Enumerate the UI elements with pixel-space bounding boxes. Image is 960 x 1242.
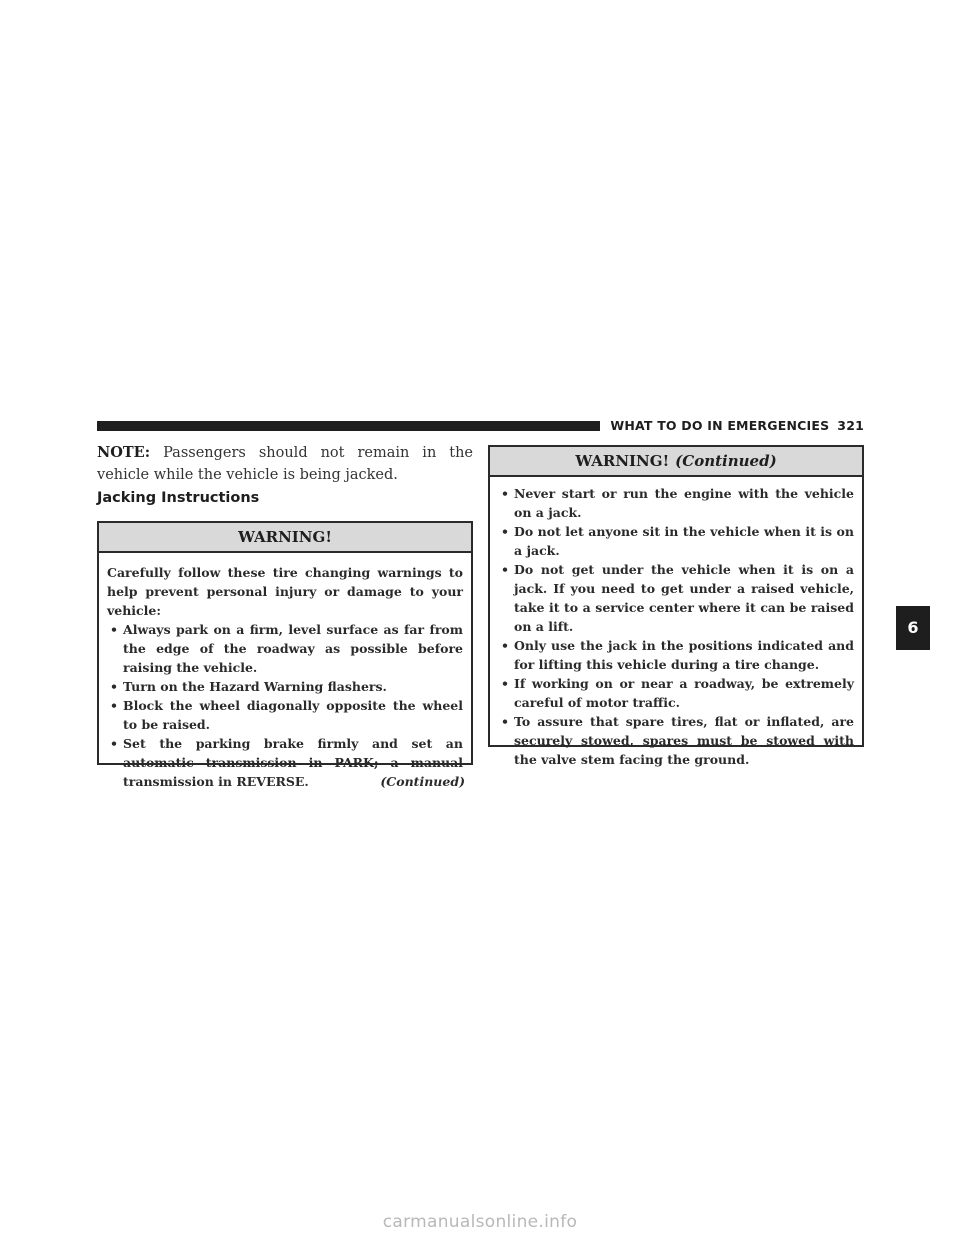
continued-label: (Continued) xyxy=(380,774,465,789)
warning-title xyxy=(490,447,862,477)
warning-item: • If working on or near a roadway, be extremely careful of motor traffic. xyxy=(498,674,854,712)
header-rule xyxy=(97,421,600,431)
warning-title-text: WARNING! xyxy=(575,452,670,470)
section-heading: Jacking Instructions xyxy=(97,490,260,506)
warning-item: • Block the wheel diagonally opposite the wheel to be raised. xyxy=(107,696,463,734)
page-number: 321 xyxy=(837,418,864,433)
running-header xyxy=(606,418,864,433)
section-title: WHAT TO DO IN EMERGENCIES xyxy=(610,418,830,433)
warning-item: • Set the parking brake firmly and set an automatic transmission in PARK; a manual transmission in REVERSE. xyxy=(107,734,463,791)
warning-item: • Turn on the Hazard Warning flashers. xyxy=(107,677,463,696)
chapter-tab: 6 xyxy=(896,606,930,650)
note-paragraph xyxy=(97,442,473,486)
footer-watermark: carmanualsonline.info xyxy=(382,1212,578,1232)
warning-item: • Do not get under the vehicle when it is on a jack. If you need to get under a raised vehicle, take it to a service center where it can be raised on a lift. xyxy=(498,560,854,636)
warning-title-suffix: (Continued) xyxy=(675,452,777,470)
warning-item: • Do not let anyone sit in the vehicle when it is on a jack. xyxy=(498,522,854,560)
warning-title xyxy=(99,523,471,553)
warning-box-right xyxy=(488,445,864,767)
warning-body xyxy=(99,553,471,799)
warning-item: • Only use the jack in the positions indicated and for lifting this vehicle during a tire change. xyxy=(498,636,854,674)
warning-title-text: WARNING! xyxy=(238,528,332,546)
warning-body xyxy=(490,477,862,777)
warning-list xyxy=(107,620,463,791)
note-text: Passengers should not remain in the vehicle while the vehicle is being jacked. xyxy=(97,445,474,483)
warning-list xyxy=(498,484,854,769)
warning-intro: Carefully follow these tire changing warnings to help prevent personal injury or damage to your vehicle: xyxy=(107,565,463,618)
warning-item: • To assure that spare tires, flat or inflated, are securely stowed, spares must be stowed with the valve stem facing the ground. xyxy=(498,712,854,769)
note-label: NOTE: xyxy=(97,444,151,461)
warning-item: • Never start or run the engine with the vehicle on a jack. xyxy=(498,484,854,522)
warning-item: • Always park on a firm, level surface as far from the edge of the roadway as possible before raising the vehicle. xyxy=(107,620,463,677)
